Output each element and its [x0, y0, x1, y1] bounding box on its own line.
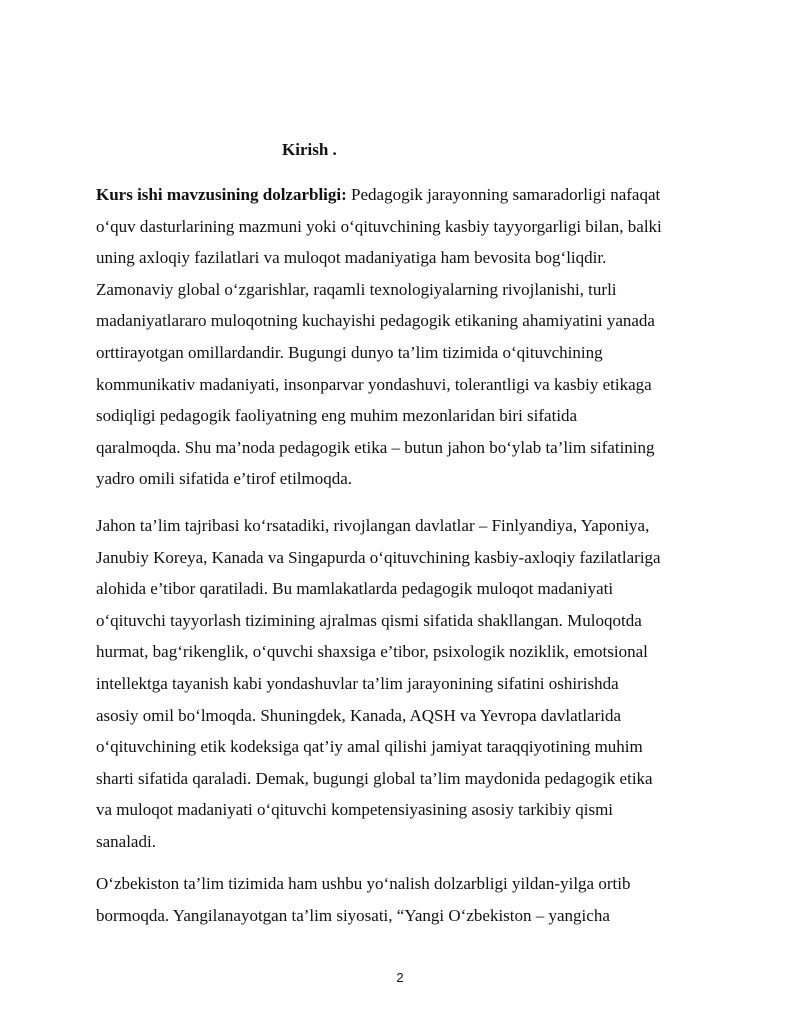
- section-title: Kirish .: [282, 140, 337, 159]
- text-line: intellektga tayanish kabi yondashuvlar ta’lim jarayonining sifatini oshirishda: [96, 673, 619, 693]
- paragraph-relevance: [96, 179, 716, 495]
- text-line: Jahon ta’lim tajribasi ko‘rsatadiki, rivojlangan davlatlar – Finlyandiya, Yaponiya,: [96, 516, 650, 535]
- paragraph-world-experience: [96, 510, 716, 858]
- text-line: [96, 179, 716, 211]
- text-line: madaniyatlararo muloqotning kuchayishi pedagogik etikaning ahamiyatini yanada: [96, 311, 655, 331]
- text-line: sanaladi.: [96, 831, 156, 851]
- text-line: kommunikativ madaniyati, insonparvar yondashuvi, tolerantligi va kasbiy etikaga: [96, 374, 652, 394]
- text-line: yadro omili sifatida e’tirof etilmoqda.: [96, 469, 353, 489]
- text-line: o‘qituvchining etik kodeksiga qat’iy amal qilishi jamiyat taraqqiyotining muhim: [96, 737, 643, 757]
- text-line: sharti sifatida qaraladi. Demak, bugungi global ta’lim maydonida pedagogik etika: [96, 768, 653, 788]
- text-line: sodiqligi pedagogik faoliyatning eng muhim mezonlaridan biri sifatida: [96, 406, 578, 426]
- text-line: asosiy omil bo‘lmoqda. Shuningdek, Kanada, AQSH va Yevropa davlatlarida: [96, 705, 622, 725]
- text-line: o‘qituvchi tayyorlash tizimining ajralmas qismi sifatida shakllangan. Muloqotda: [96, 610, 642, 630]
- text-line: hurmat, bag‘rikenglik, o‘quvchi shaxsiga e’tibor, psixologik noziklik, emotsional: [96, 642, 648, 662]
- page-number: 2: [396, 970, 404, 985]
- text-line: orttirayotgan omillardandir. Bugungi dunyo ta’lim tizimida o‘qituvchining: [96, 342, 603, 362]
- text-line: Zamonaviy global o‘zgarishlar, raqamli texnologiyalarning rivojlanishi, turli: [96, 279, 617, 299]
- paragraph-lead: Kurs ishi mavzusining dolzarbligi:: [96, 185, 347, 204]
- text-line: bormoqda. Yangilanayotgan ta’lim siyosati, “Yangi O‘zbekiston – yangicha: [96, 905, 610, 925]
- text-line: qaralmoqda. Shu ma’noda pedagogik etika – butun jahon bo‘ylab ta’lim sifatining: [96, 437, 655, 457]
- text-line: Pedagogik jarayonning samaradorligi nafaqat: [346, 185, 661, 204]
- text-line: o‘quv dasturlarining mazmuni yoki o‘qituvchining kasbiy tayyorgarligi bilan, balki: [96, 216, 662, 236]
- text-line: O‘zbekiston ta’lim tizimida ham ushbu yo‘nalish dolzarbligi yildan-yilga ortib: [96, 874, 631, 893]
- text-line: Janubiy Koreya, Kanada va Singapurda o‘qituvchining kasbiy-axloqiy fazilatlariga: [96, 547, 661, 567]
- text-line: uning axloqiy fazilatlari va muloqot madaniyatiga ham bevosita bog‘liqdir.: [96, 248, 607, 268]
- text-line: va muloqot madaniyati o‘qituvchi kompetensiyasining asosiy tarkibiy qismi: [96, 800, 614, 820]
- text-line: alohida e’tibor qaratiladi. Bu mamlakatlarda pedagogik muloqot madaniyati: [96, 579, 614, 599]
- paragraph-uzbekistan: [96, 868, 716, 931]
